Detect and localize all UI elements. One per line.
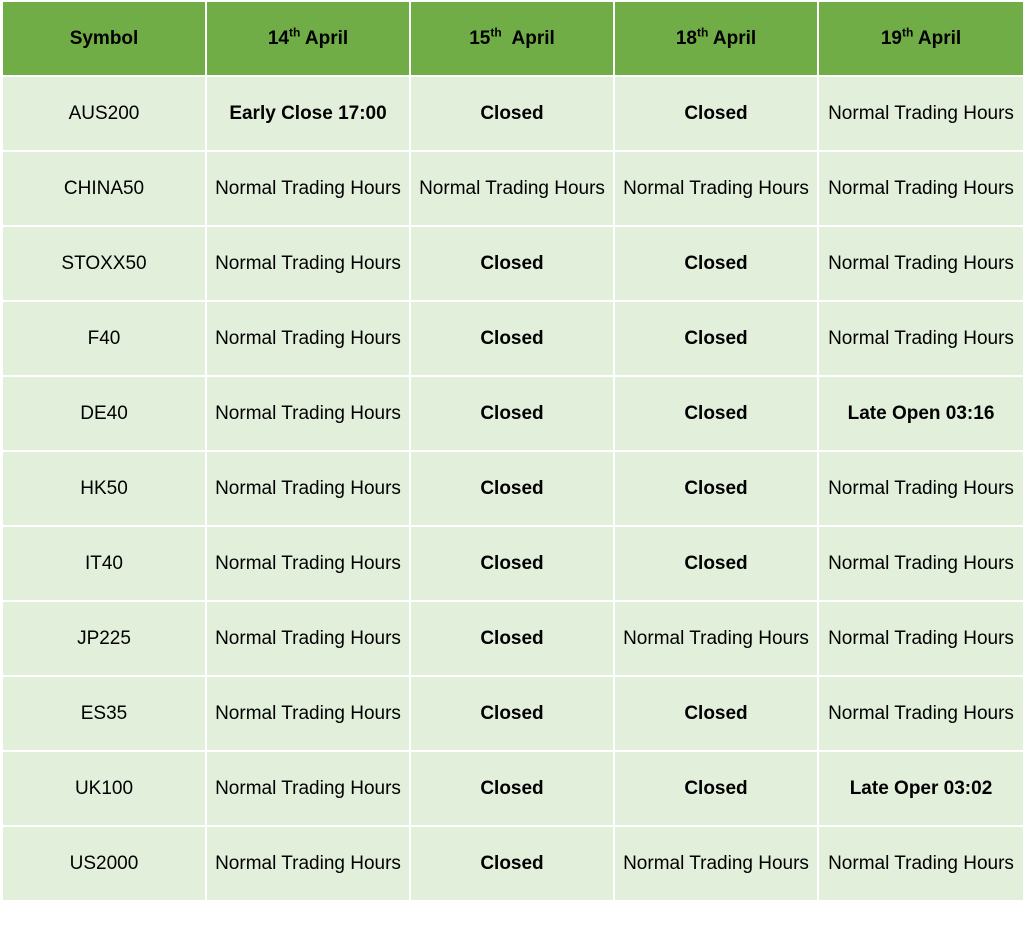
status-cell: Normal Trading Hours [206, 151, 410, 226]
table-header [2, 1, 1024, 76]
status-cell: Normal Trading Hours [206, 226, 410, 301]
status-cell: Normal Trading Hours [206, 826, 410, 901]
table-row [2, 226, 1024, 301]
table-row [2, 151, 1024, 226]
status-cell: Normal Trading Hours [818, 601, 1024, 676]
status-cell: Closed [410, 601, 614, 676]
header-date-3 [614, 1, 818, 76]
status-cell: Closed [410, 751, 614, 826]
status-cell: Normal Trading Hours [818, 526, 1024, 601]
symbol-cell: STOXX50 [2, 226, 206, 301]
status-cell: Normal Trading Hours [206, 676, 410, 751]
status-cell: Normal Trading Hours [206, 601, 410, 676]
header-date-3-suffix: th [696, 25, 709, 40]
header-date-1-suffix: th [288, 25, 301, 40]
status-cell: Closed [410, 526, 614, 601]
symbol-cell: F40 [2, 301, 206, 376]
table-row [2, 526, 1024, 601]
symbol-cell: CHINA50 [2, 151, 206, 226]
header-date-2-suffix: th [490, 25, 502, 40]
status-cell: Normal Trading Hours [206, 526, 410, 601]
status-cell: Normal Trading Hours [818, 676, 1024, 751]
symbol-cell: AUS200 [2, 76, 206, 151]
status-cell: Normal Trading Hours [206, 301, 410, 376]
header-date-2-day: 15 [469, 27, 491, 49]
status-cell: Closed [614, 676, 818, 751]
table-row [2, 301, 1024, 376]
header-symbol-label: Symbol [69, 27, 139, 49]
status-cell: Normal Trading Hours [818, 826, 1024, 901]
symbol-cell: DE40 [2, 376, 206, 451]
status-cell: Normal Trading Hours [614, 601, 818, 676]
status-cell: Late Oper 03:02 [818, 751, 1024, 826]
table-row [2, 76, 1024, 151]
symbol-cell: ES35 [2, 676, 206, 751]
status-cell: Normal Trading Hours [818, 151, 1024, 226]
header-date-2-month: April [511, 27, 555, 49]
header-date-1 [206, 1, 410, 76]
symbol-cell: IT40 [2, 526, 206, 601]
table-row [2, 451, 1024, 526]
header-date-4-month: April [917, 27, 962, 49]
symbol-cell: JP225 [2, 601, 206, 676]
status-cell: Closed [410, 76, 614, 151]
status-cell: Normal Trading Hours [206, 451, 410, 526]
status-cell: Closed [410, 451, 614, 526]
header-date-1-month: April [304, 27, 349, 49]
status-cell: Late Open 03:16 [818, 376, 1024, 451]
table-body [2, 76, 1024, 901]
header-symbol [2, 1, 206, 76]
status-cell: Normal Trading Hours [206, 376, 410, 451]
table-row [2, 676, 1024, 751]
status-cell: Closed [614, 76, 818, 151]
header-date-2 [410, 1, 614, 76]
table-row [2, 376, 1024, 451]
status-cell: Closed [410, 826, 614, 901]
header-date-3-day: 18 [675, 27, 697, 49]
header-date-4 [818, 1, 1024, 76]
header-date-1-day: 14 [267, 27, 289, 49]
table-row [2, 826, 1024, 901]
trading-hours-table [1, 0, 1024, 902]
symbol-cell: US2000 [2, 826, 206, 901]
status-cell: Normal Trading Hours [614, 826, 818, 901]
header-date-4-suffix: th [901, 25, 914, 40]
status-cell: Normal Trading Hours [818, 301, 1024, 376]
table-row [2, 601, 1024, 676]
status-cell: Closed [614, 376, 818, 451]
status-cell: Closed [410, 676, 614, 751]
header-date-4-day: 19 [880, 27, 902, 49]
symbol-cell: HK50 [2, 451, 206, 526]
status-cell: Closed [614, 751, 818, 826]
status-cell: Normal Trading Hours [818, 226, 1024, 301]
status-cell: Normal Trading Hours [818, 76, 1024, 151]
status-cell: Closed [614, 526, 818, 601]
status-cell: Early Close 17:00 [206, 76, 410, 151]
status-cell: Closed [614, 226, 818, 301]
status-cell: Closed [614, 301, 818, 376]
header-date-3-month: April [712, 27, 757, 49]
status-cell: Normal Trading Hours [410, 151, 614, 226]
status-cell: Normal Trading Hours [206, 751, 410, 826]
table-row [2, 751, 1024, 826]
status-cell: Closed [614, 451, 818, 526]
status-cell: Normal Trading Hours [818, 451, 1024, 526]
symbol-cell: UK100 [2, 751, 206, 826]
status-cell: Closed [410, 226, 614, 301]
status-cell: Closed [410, 376, 614, 451]
status-cell: Normal Trading Hours [614, 151, 818, 226]
header-row [2, 1, 1024, 76]
status-cell: Closed [410, 301, 614, 376]
